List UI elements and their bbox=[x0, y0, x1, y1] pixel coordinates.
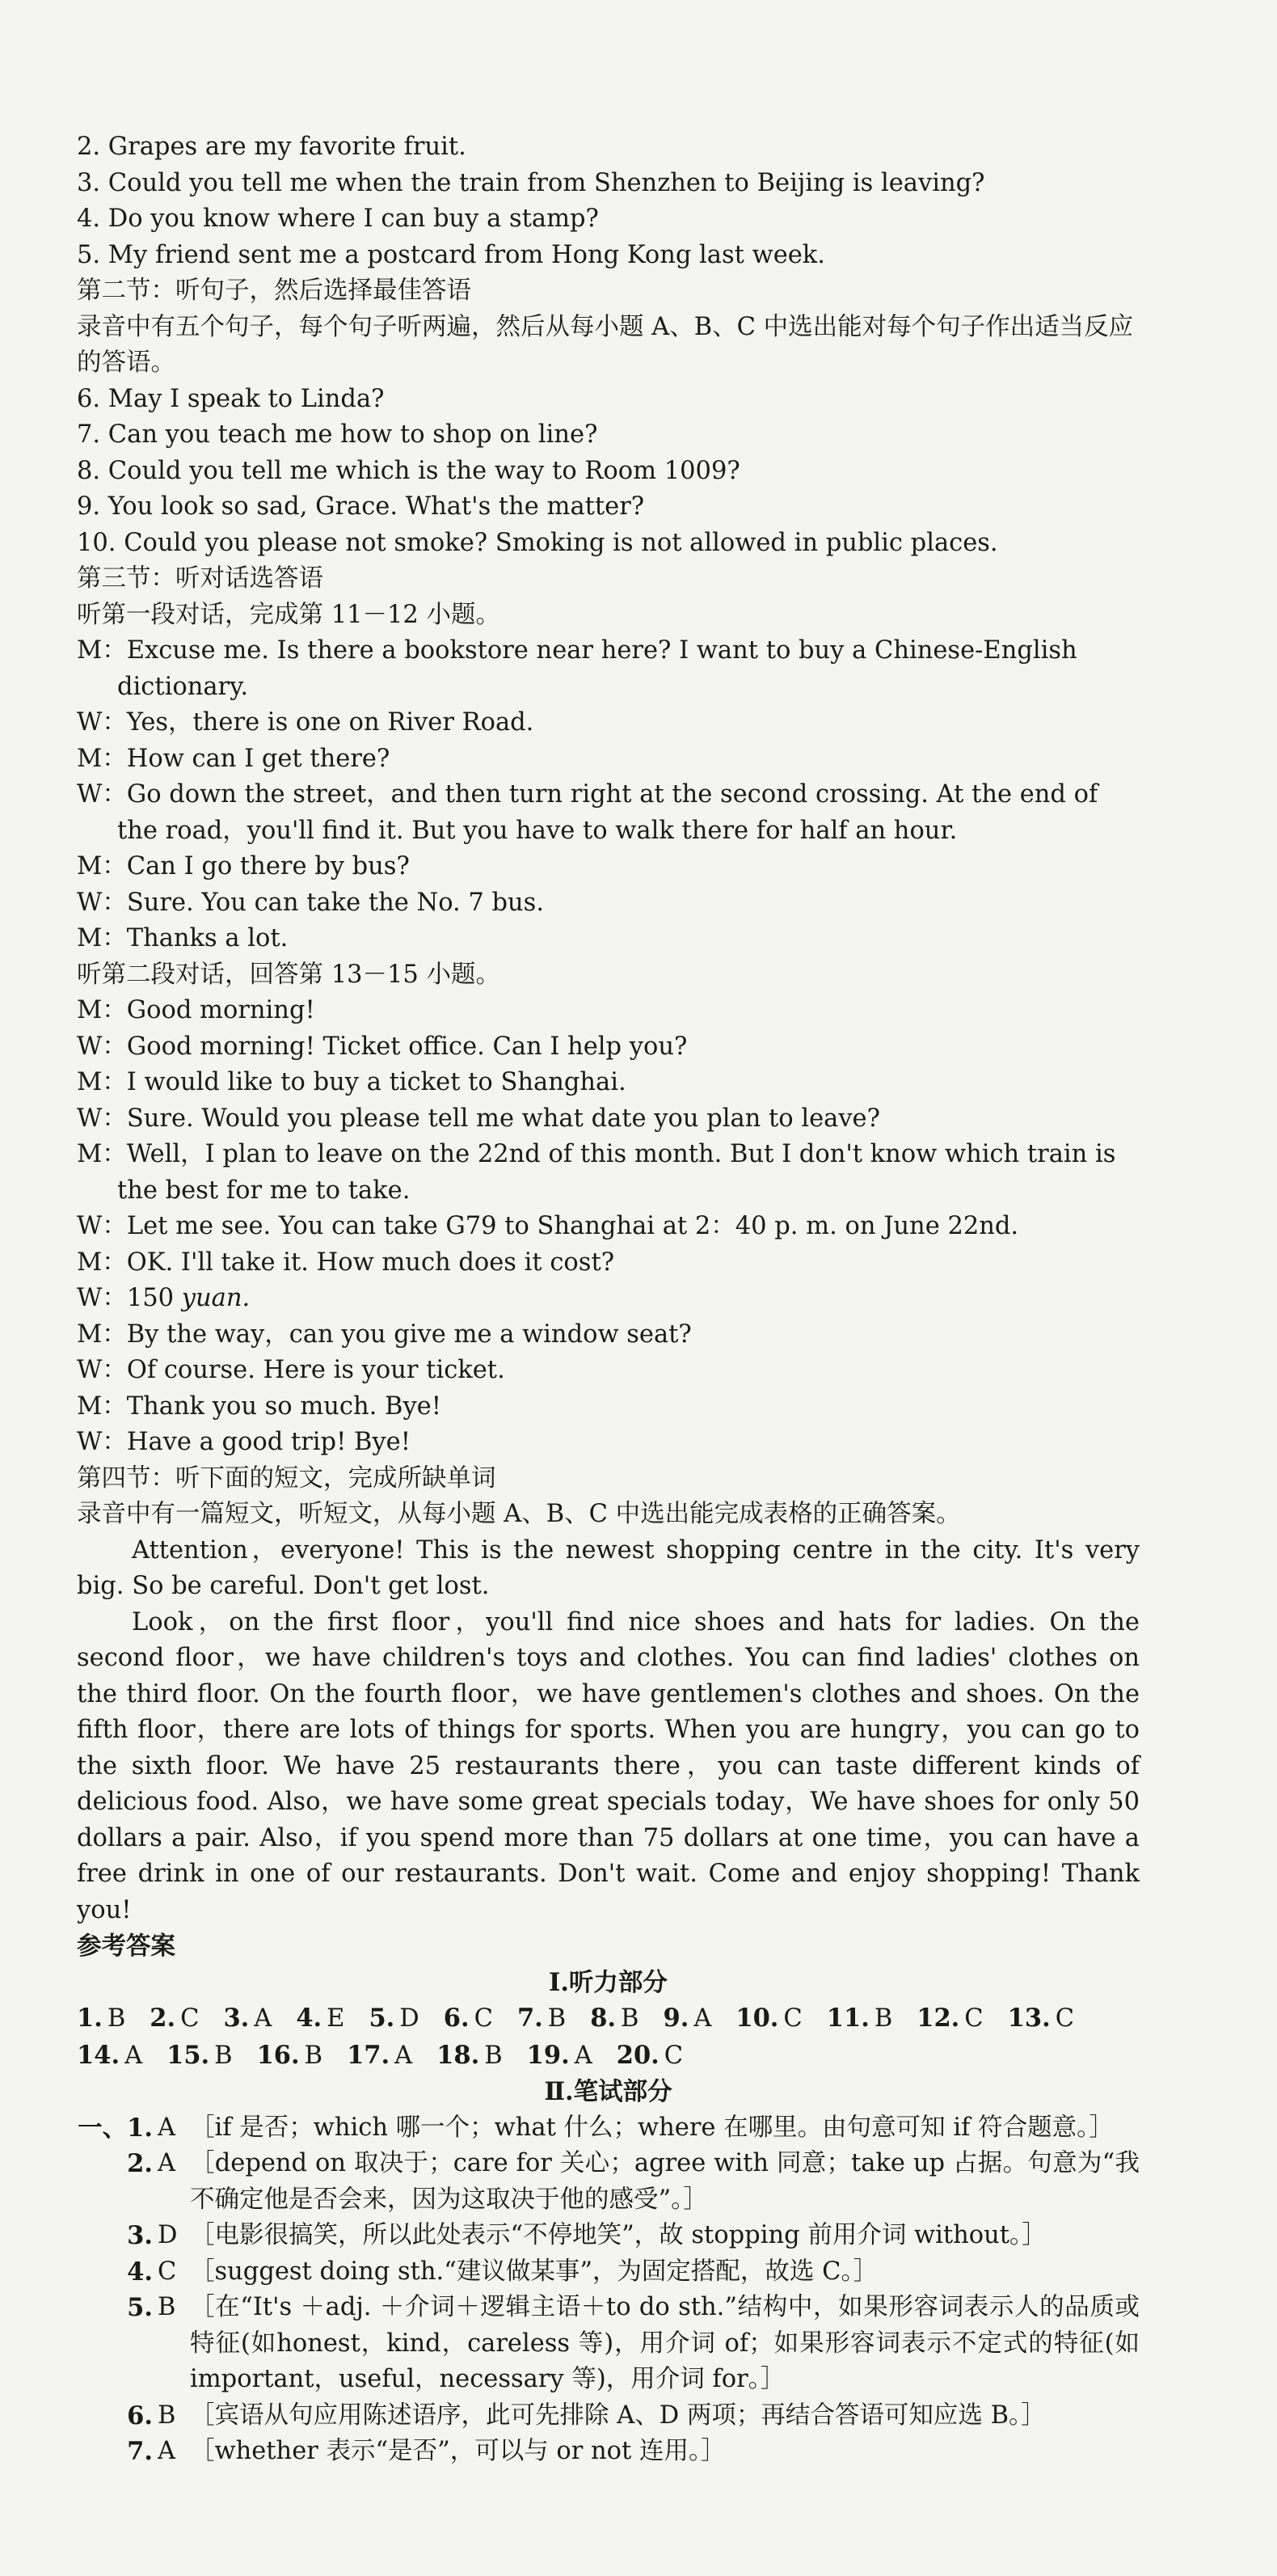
written-answer-number: 4. bbox=[127, 2257, 153, 2287]
dialog-line: M：Excuse me. Is there a bookstore near here? I want to buy a Chinese-English dictionary. bbox=[77, 636, 1077, 701]
sentence-list-intro bbox=[77, 129, 1140, 273]
written-answer-item bbox=[77, 2254, 1140, 2291]
dialog-line: W：Good morning! Ticket office. Can I help you? bbox=[77, 1032, 688, 1061]
answer-item bbox=[517, 2000, 566, 2038]
part-title: Ⅱ.笔试部分 bbox=[544, 2077, 672, 2106]
answer-letter: B bbox=[107, 2004, 126, 2033]
answer-letter: B bbox=[304, 2041, 323, 2070]
answer-letter: C bbox=[1055, 2004, 1075, 2033]
section-heading: 第二节：听句子，然后选择最佳答语 bbox=[77, 277, 471, 305]
written-answer-item bbox=[77, 2146, 1140, 2218]
answer-number: 4. bbox=[296, 2004, 322, 2033]
dialog-line: M：How can I get there? bbox=[77, 744, 390, 773]
written-answer-letter: B bbox=[158, 2293, 176, 2321]
answer-key bbox=[77, 1928, 1140, 2470]
written-answers bbox=[77, 2110, 1140, 2470]
written-answer-explanation: ［if 是否；which 哪一个；what 什么；where 在哪里。由句意可知 if 符合题意。］ bbox=[190, 2113, 1114, 2142]
answer-item bbox=[150, 2000, 199, 2038]
written-answer-explanation: ［宾语从句应用陈述语序，此可先排除 A、D 两项；再结合答语可知应选 B。］ bbox=[190, 2401, 1046, 2430]
answer-letter: C bbox=[783, 2004, 803, 2033]
answer-number: 12. bbox=[917, 2004, 960, 2033]
written-answer-item bbox=[77, 2434, 1140, 2470]
section-instruction: 录音中有一篇短文，听短文，从每小题 A、B、C 中选出能完成表格的正确答案。 bbox=[77, 1500, 961, 1528]
answer-letter: A bbox=[254, 2004, 272, 2033]
answer-number: 5. bbox=[369, 2004, 395, 2033]
answer-item bbox=[827, 2000, 892, 2038]
answer-number: 17. bbox=[347, 2040, 390, 2070]
written-answer-number: 一、1. bbox=[78, 2113, 153, 2143]
answer-letter: B bbox=[547, 2004, 567, 2033]
written-answer-explanation: ［whether 表示“是否”，可以与 or not 连用。］ bbox=[190, 2437, 726, 2465]
answer-item bbox=[917, 2000, 983, 2038]
sentence-item: 4. Do you know where I can buy a stamp? bbox=[77, 205, 599, 233]
answer-letter: C bbox=[964, 2004, 984, 2033]
answer-letter: B bbox=[214, 2041, 233, 2070]
answer-item bbox=[617, 2038, 683, 2075]
written-answer-item bbox=[77, 2290, 1140, 2398]
answer-item bbox=[347, 2038, 412, 2075]
answer-item bbox=[369, 2000, 419, 2038]
answer-item bbox=[77, 2000, 125, 2038]
written-answer-letter: A bbox=[158, 2149, 176, 2177]
sentence-item: 8. Could you tell me which is the way to Room 1009? bbox=[77, 456, 740, 485]
section-heading: 第三节：听对话选答语 bbox=[77, 564, 323, 593]
answer-item bbox=[77, 2038, 142, 2075]
written-answer-explanation: ［在“It's ＋adj. ＋介词＋逻辑主语＋to do sth.”结构中，如果形容词表示人的品质或特征(如honest，kind，careless 等)，用介词 of；如果形容词表示不定式的特征(如important，useful，necessary 等)，用介词 for。］ bbox=[190, 2293, 1140, 2393]
written-answer-letter: C bbox=[158, 2257, 177, 2286]
answer-letter: D bbox=[399, 2004, 419, 2033]
section-3 bbox=[77, 561, 1140, 1461]
sentence-item: 3. Could you tell me when the train from Shenzhen to Beijing is leaving? bbox=[77, 168, 985, 197]
answer-number: 10. bbox=[735, 2004, 779, 2033]
dialog-line: M：Thank you so much. Bye! bbox=[77, 1391, 441, 1421]
written-answer-explanation: ［电影很搞笑，所以此处表示“不停地笑”，故 stopping 前用介词 without。］ bbox=[190, 2221, 1047, 2249]
answer-item bbox=[663, 2000, 711, 2038]
written-answer-letter: A bbox=[158, 2437, 176, 2465]
answer-number: 18. bbox=[436, 2040, 480, 2070]
answer-item bbox=[527, 2038, 592, 2075]
answer-number: 14. bbox=[77, 2040, 120, 2070]
answer-letter: A bbox=[693, 2004, 712, 2033]
answer-letter: B bbox=[621, 2004, 639, 2033]
dialog-price-speaker: W：150 bbox=[77, 1284, 182, 1312]
answer-number: 3. bbox=[223, 2004, 250, 2033]
part-title: Ⅰ.听力部分 bbox=[549, 1967, 668, 1997]
section-instruction: 录音中有五个句子，每个句子听两遍，然后从每小题 A、B、C 中选出能对每个句子作出适当反应的答语。 bbox=[77, 312, 1134, 377]
answer-number: 7. bbox=[516, 2004, 543, 2033]
dialog-line: M：Good morning! bbox=[77, 996, 315, 1024]
answer-key-heading: 参考答案 bbox=[77, 1932, 175, 1961]
dialog-price-unit: yuan. bbox=[181, 1284, 251, 1312]
answer-number: 1. bbox=[77, 2004, 103, 2033]
answer-item bbox=[436, 2038, 502, 2075]
written-answer-number: 6. bbox=[127, 2401, 153, 2430]
section-2 bbox=[77, 273, 1140, 561]
answer-letter: A bbox=[394, 2041, 413, 2070]
answer-letter: E bbox=[327, 2004, 345, 2033]
answer-number: 13. bbox=[1007, 2004, 1051, 2033]
written-answer-number: 3. bbox=[127, 2221, 153, 2250]
dialog-line: W：Yes，there is one on River Road. bbox=[77, 708, 534, 737]
answer-letter: A bbox=[124, 2041, 143, 2070]
dialog-line: M：I would like to buy a ticket to Shanghai. bbox=[77, 1068, 626, 1096]
written-answer-number: 7. bbox=[127, 2437, 153, 2466]
answer-item bbox=[257, 2038, 322, 2075]
answer-row-1 bbox=[77, 2000, 1140, 2038]
sentence-item: 7. Can you teach me how to shop on line? bbox=[77, 420, 598, 449]
dialog-line: M：Thanks a lot. bbox=[77, 924, 289, 952]
dialog-line: M：Well，I plan to leave on the 22nd of this month. But I don't know which train is the best for me to take. bbox=[77, 1140, 1116, 1205]
sentence-item: 5. My friend sent me a postcard from Hong Kong last week. bbox=[77, 240, 825, 269]
answer-number: 6. bbox=[443, 2004, 470, 2033]
answer-number: 19. bbox=[526, 2040, 570, 2070]
answer-item bbox=[444, 2000, 493, 2038]
dialog-line: W：Go down the street，and then turn right at the second crossing. At the end of the road，you'll find it. But you have to walk there for half an hour. bbox=[77, 780, 1098, 845]
answer-letter: B bbox=[484, 2041, 503, 2070]
dialog-line: M：By the way，can you give me a window seat? bbox=[77, 1320, 692, 1349]
sentence-item: 6. May I speak to Linda? bbox=[77, 384, 385, 413]
written-answer-number: 5. bbox=[127, 2293, 153, 2322]
written-answer-letter: A bbox=[158, 2113, 176, 2142]
answer-item bbox=[166, 2038, 232, 2075]
dialog-line: W：Sure. You can take the No. 7 bus. bbox=[77, 888, 545, 917]
answer-item bbox=[223, 2000, 272, 2038]
section-heading: 第四节：听下面的短文，完成所缺单词 bbox=[77, 1463, 496, 1493]
sentence-item: 9. You look so sad, Grace. What's the matter? bbox=[77, 492, 645, 521]
answer-letter: B bbox=[874, 2004, 893, 2033]
answer-number: 8. bbox=[590, 2004, 617, 2033]
dialog-intro: 听第一段对话，完成第 11－12 小题。 bbox=[77, 600, 501, 629]
written-answer-explanation: ［depend on 取决于；care for 关心；agree with 同意；take up 占据。句意为“我不确定他是否会来，因为这取决于他的感受”。］ bbox=[190, 2149, 1140, 2214]
answer-number: 11. bbox=[826, 2004, 870, 2033]
answer-letter: C bbox=[180, 2004, 200, 2033]
answer-number: 2. bbox=[150, 2004, 176, 2033]
dialog-line: W：Of course. Here is your ticket. bbox=[77, 1356, 505, 1384]
section-4 bbox=[77, 1461, 1140, 1929]
answer-number: 9. bbox=[663, 2004, 689, 2033]
answer-item bbox=[590, 2000, 638, 2038]
dialog-line: M：OK. I'll take it. How much does it cost? bbox=[77, 1248, 615, 1277]
written-answer-item bbox=[77, 2218, 1140, 2254]
answer-item bbox=[735, 2000, 802, 2038]
answer-number: 16. bbox=[256, 2040, 300, 2070]
answer-number: 20. bbox=[616, 2040, 660, 2070]
written-answer-letter: B bbox=[158, 2401, 176, 2430]
dialog-line: W：Have a good trip! Bye! bbox=[77, 1428, 411, 1456]
answer-letter: A bbox=[574, 2041, 592, 2070]
written-answer-item bbox=[77, 2110, 1140, 2147]
sentence-item: 2. Grapes are my favorite fruit. bbox=[77, 133, 466, 161]
answer-item bbox=[296, 2000, 344, 2038]
written-answer-item bbox=[77, 2398, 1140, 2435]
dialog-line: W：Sure. Would you please tell me what date you plan to leave? bbox=[77, 1104, 880, 1133]
answer-letter: C bbox=[474, 2004, 493, 2033]
answer-item bbox=[1008, 2000, 1074, 2038]
answer-number: 15. bbox=[166, 2040, 210, 2070]
written-answer-explanation: ［suggest doing sth.“建议做某事”，为固定搭配，故选 C。］ bbox=[190, 2257, 879, 2286]
dialog-line: W：Let me see. You can take G79 to Shanghai at 2：40 p. m. on June 22nd. bbox=[77, 1212, 1019, 1240]
answer-row-2 bbox=[77, 2038, 1140, 2075]
dialog-line-price bbox=[77, 1281, 1140, 1317]
dialog-intro: 听第二段对话，回答第 13－15 小题。 bbox=[77, 960, 501, 989]
written-answer-letter: D bbox=[158, 2221, 178, 2249]
dialog-line: M：Can I go there by bus? bbox=[77, 852, 410, 880]
sentence-item: 10. Could you please not smoke? Smoking is not allowed in public places. bbox=[77, 528, 998, 557]
passage-paragraph: Attention，everyone! This is the newest shopping centre in the city. It's very big. So be careful. Don't get lost. bbox=[77, 1535, 1140, 1600]
passage-paragraph: Look，on the first floor，you'll find nice shoes and hats for ladies. On the second floor，we have children's toys and clothes. You can find ladies' clothes on the third floor. On the fourth floor，we have gentlemen's clothes and shoes. On the fifth floor，there are lots of things for sports. When you are hungry，you can go to the sixth floor. We have 25 restaurants there，you can taste different kinds of delicious food. Also，we have some great specials today，We have shoes for only 50 dollars a pair. Also，if you spend more than 75 dollars at one time，you can have a free drink in one of our restaurants. Don't wait. Come and enjoy shopping! Thank you! bbox=[77, 1607, 1140, 1924]
written-answer-number: 2. bbox=[127, 2149, 153, 2178]
answer-letter: C bbox=[664, 2041, 684, 2070]
